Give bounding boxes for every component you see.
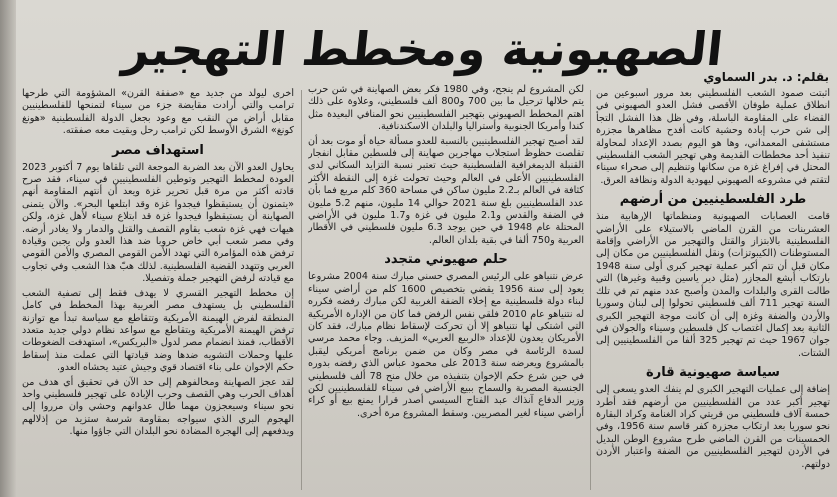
- paragraph: إضافة إلى عمليات التهجير الكبرى لم ينفك العدو يسعى إلى تهجير أكبر عدد من الفلسطينيين من أرضهم فقد أطرد خمسة آلاف فلسطيني من قريتي كراد الغنامة وكراد البقارة نحو سوريا بعد ارتكاب مجزرة كفر قاسم سنة 1956، وفي الخمسينات من القرن الماضي طرح مشروع الوطن البديل في الأردن لتهجير الفلسطينيين من الضفة واعتبار الأردن دولتهم.: [596, 384, 830, 470]
- paragraph: لقد أصبح تهجير الفلسطينيين بالنسبة للعدو مسألة حياة أو موت بعد أن تقلصت حظوظ استجلاب مهاجرين صهاينة إلى فلسطين مقابل انفجار القنبلة الديمغرافية الفلسطينية حيث تعتبر نسبة التزايد السكاني لدى الفلسطينيين الأعلى في العالم وحيث تحولت غزة إلى النقطة الأكثر كثافة في العالم بـ2.2 مليون ساكن في مساحة 360 كلم مربع فما بأن عدد الفلسطينيين بلغ سنة 2021 حوالي 14 مليون، منهم 5.2 مليون في الضفة والقدس و2.1 مليون في غزة و1.7 مليون في الأراضي المحتلة عام 1948 في حين يوجد 6.3 مليون فلسطيني في الأقطار العربية و750 ألفا في بقية بلدان العالم.: [308, 135, 584, 246]
- paragraph: يحاول العدو الآن بعد الضربة الموجعة التي تلقاها يوم 7 أكتوبر 2023 العودة لمخطط التهجير وتوطين الفلسطينيين في سيناء، فقد صرح قادته أكثر من مرة قبل تحرير غزة ويعد أن أنتهم المقاومة أنهم «يتمنون أن يستيقظوا فيجدوا غزة وقد ابتلعها البحر». والآن يتمنى الصهاينة أن يستيقظوا فيجدوا غزة قد ابتلاع سيناء لأهل غزة، ولكن هيهات فهي غزة شعب يقاوم القصف والقتل والدمار ولا يغادر أرضه. وفي مصر شعب أبي خاض حروبا ضد هذا العدو ولن يجبن وقيادة ترفض هذه المؤامرة التي تهدد الأمن القومي المصري والأمن القومي العربي وتتهدد القضية الفلسطينية. لذلك هبّ هذا الشعب وفي تجاوب مع قيادته لرفض التهجير جملة وتفصيلا.: [22, 161, 294, 285]
- column-divider: [590, 90, 591, 490]
- paragraph: لقد عجز الصهاينة ومخالفوهم إلى حد الآن في تحقيق أي هدف من أهداف الحرب وهي القصف وحرب الإبادة على تهجير فلسطيني واحد نحو سيناء وسيعجزون مهما طال عدوانهم وحشي وان مرروا إلى الهجوم البري الذي سيواجه بمقاومة شرسة ستزيد من إذلالهم ويدفعهم إلى الهجرة المضادة نحو البلدان التي جاؤوا منها.: [22, 376, 294, 438]
- subheading: استهداف مصر: [112, 142, 204, 158]
- article-headline: الصهيونية ومخطط التهجير: [120, 22, 726, 76]
- page-fold-edge: [0, 0, 16, 497]
- subheading: سياسة صهيونية قارة: [646, 365, 780, 381]
- paragraph: إن مخطط التهجير القسري لا يهدف فقط إلى تصفية الشعب الفلسطيني بل يستهدف مصر العربية بهذا المخطط في كامل المنطقة لفرض الهيمنة الأمريكية وتتقاطع مع سياسة تبدأ مع توازنة ترفض الهيمنة الأمريكية ويتقاطع مع سواعد نظام دولي جديد متعدد الأقطاب، فمنذ انضمام مصر لدول «البريكس»، استهدفت الضغوطات عليها وحملات التشويه ضدها وضد قيادتها التي عملت منذ إسقاط حكم الإخوان على بناء اقتصاد قوي وجيش عتيد يحشاه العدو.: [22, 287, 294, 374]
- article-column-middle: [308, 84, 584, 494]
- paragraph: قامت العصابات الصهيونية ومنظماتها الإرهابية منذ العشرينات من القرن الماضي بالاستيلاء على الأراضي الفلسطينية بالابتزاز والقتل والتهجير من الأراضي وإقامة المستوطنات (الكيبوتزات) ونقل الفلسطينيين من مكان إلى مكان قبل أن تتم أكبر عملية تهجير كبرى أولى سنة 1948 بارتكاب أبشع المجازر (مثل دير ياسين وقبية وغيرها) التي طالت القرى والبلدات والمدن وأصبح عدد منهم تم في تلك السنة تهجير 711 ألف فلسطيني تحولوا إلى لبنان وسوريا والأردن والضفة وغزة إلى أن كانت موجة التهجير الكبرى الثانية بعد إكمال اغتصاب كل فلسطين وسيناء والجولان في جوان 1967 حيث تم تهجير 325 ألفا من الفلسطينيين إلى الشتات.: [596, 211, 830, 359]
- paragraph: لكن المشروع لم ينجح، وفي 1980 فكر بعض الصهاينة في شن حرب يتم خلالها ترحيل ما بين 700 و800 ألف فلسطيني، وعلاوة على ذلك اهتم المخطط الصهيوني بتهجير الفلسطينيين نحو المنافي البعيدة مثل كندا وأمريكا الجنوبية وأستراليا والبلدان الاسكندنافية.: [308, 84, 584, 133]
- article-column-left: [22, 88, 294, 494]
- paragraph: عرض نتنياهو على الرئيس المصري حسني مبارك سنة 2004 مشروعا يعود إلى سنة 1956 يقضي بتخصيص 1600 كلم من أراضي سيناء لبناء دولة فلسطينية مع إخلاء الضفة الغربية لكن مبارك رفضه فكرره له نتنياهو عام 2010 فلقي نفس الرفض فما كان من الإدارة الأمريكية التي اشتكى لها نتنياهو إلا أن تحركت لإسقاط نظام مبارك، فقد كان الأمريكان يعدون للإعداد «الربيع العربي» المزيف. وجاء محمد مرسي لسدة الرئاسة في مصر وكان من ضمن برنامج أمريكي ليقبل بالمشروع ويعرضه سنة 2013 على محمود عباس الذي رفضه بدوره في حين شرع حكم الإخوان بتنفيذه من خلال منح 78 ألف فلسطيني الجنسية المصرية والسماح ببيع الأراضي في سيناء للفلسطينيين لكن وزير الدفاع آنذاك عبد الفتاح السيسي أصدر قرارا يمنع بيع أو كراء أراضي سيناء لغير المصريين. وسقط المشروع مرة أخرى.: [308, 271, 584, 419]
- paragraph: أخرى ليولد من جديد مع «صفقة القرن» المشؤومة التي طرحها ترامب والتي أرادت مقايضة جزء من سيناء لتمنحها للفلسطينيين مقابل أراض من النقب مع وعود بجعل الدولة الفلسطينية «هونغ كونغ» الشرق الأوسط لكن ترامب رحل وبقيت معه صفقته.: [22, 88, 294, 137]
- article-byline: بقلم: د. بدر السماوي: [703, 70, 829, 84]
- article-column-right: [596, 88, 830, 494]
- paragraph: أثبتت صمود الشعب الفلسطيني بعد مرور أسبوعين من انطلاق عملية طوفان الأقصى فشل العدو الصهيوني في القضاء على المقاومة الباسلة، وفي ظل هذا الفشل التجأ إلى شن حرب إبادة وحشية كانت أفدح مظاهرها مجزرة مستشفى المعمداني، وها هو اليوم بصدد الإعداد لمحاولة تنفيذ أحد مخططات القديمة وهي تهجير الشعب الفلسطيني المحتل في إفراغ غزة من سكانها وتنظيم إلى صحراء سيناء لتقتم في مشروعه الصهيوني ليهودية الدولة ونظافة العرق.: [596, 88, 830, 186]
- column-divider: [301, 90, 302, 490]
- subheading: حلم صهيوني متجدد: [384, 252, 508, 268]
- subheading: طرد الفلسطينيين من أرضهم: [619, 192, 807, 208]
